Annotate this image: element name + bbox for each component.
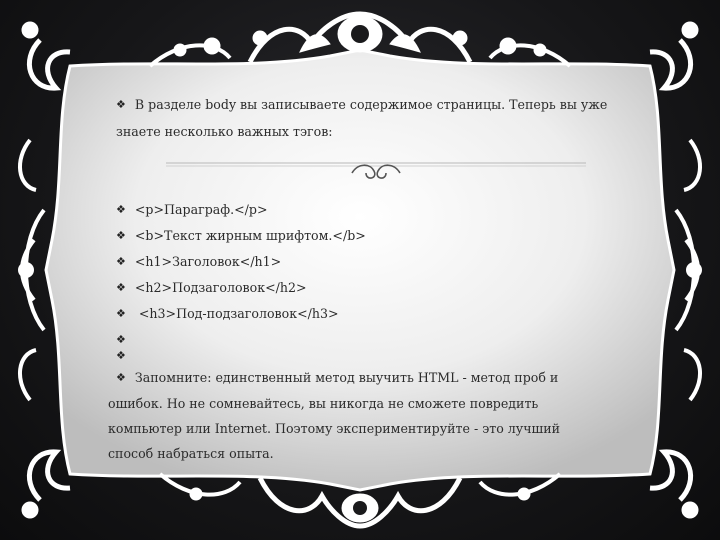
diamond-bullet-icon: ❖ [116, 307, 126, 320]
list-item [116, 280, 307, 295]
list-item [116, 348, 135, 363]
list-item [116, 254, 281, 269]
outro-paragraph [108, 365, 608, 466]
list-item [116, 202, 268, 217]
list-item-text: <b>Текст жирным шрифтом.</b> [134, 228, 366, 243]
list-item [116, 332, 135, 347]
list-item [116, 228, 366, 243]
list-item [116, 306, 339, 321]
diamond-bullet-icon: ❖ [116, 281, 126, 294]
diamond-bullet-icon: ❖ [116, 98, 126, 111]
diamond-bullet-icon: ❖ [116, 333, 126, 346]
list-item-text: <h2>Подзаголовок</h2> [134, 280, 307, 295]
diamond-bullet-icon: ❖ [116, 349, 126, 362]
diamond-bullet-icon: ❖ [116, 203, 126, 216]
outro-text: Запомните: единственный метод выучить HTML - метод проб и ошибок. Но не сомневайтесь, вы никогда не сможете повредить компьютер или Internet. Поэтому экспериментируйте - это лучший способ набраться опыта. [108, 370, 561, 461]
intro-paragraph [116, 92, 626, 145]
diamond-bullet-icon: ❖ [116, 371, 126, 384]
slide-content [108, 92, 626, 482]
list-item-text: <h3>Под-подзаголовок</h3> [134, 306, 339, 321]
list-item-text: <p>Параграф.</p> [134, 202, 268, 217]
divider-flourish [126, 159, 626, 179]
diamond-bullet-icon: ❖ [116, 255, 126, 268]
diamond-bullet-icon: ❖ [116, 229, 126, 242]
intro-text: В разделе body вы записываете содержимое страницы. Теперь вы уже знаете несколько важных тэгов: [116, 97, 608, 139]
list-item-text: <h1>Заголовок</h1> [134, 254, 282, 269]
